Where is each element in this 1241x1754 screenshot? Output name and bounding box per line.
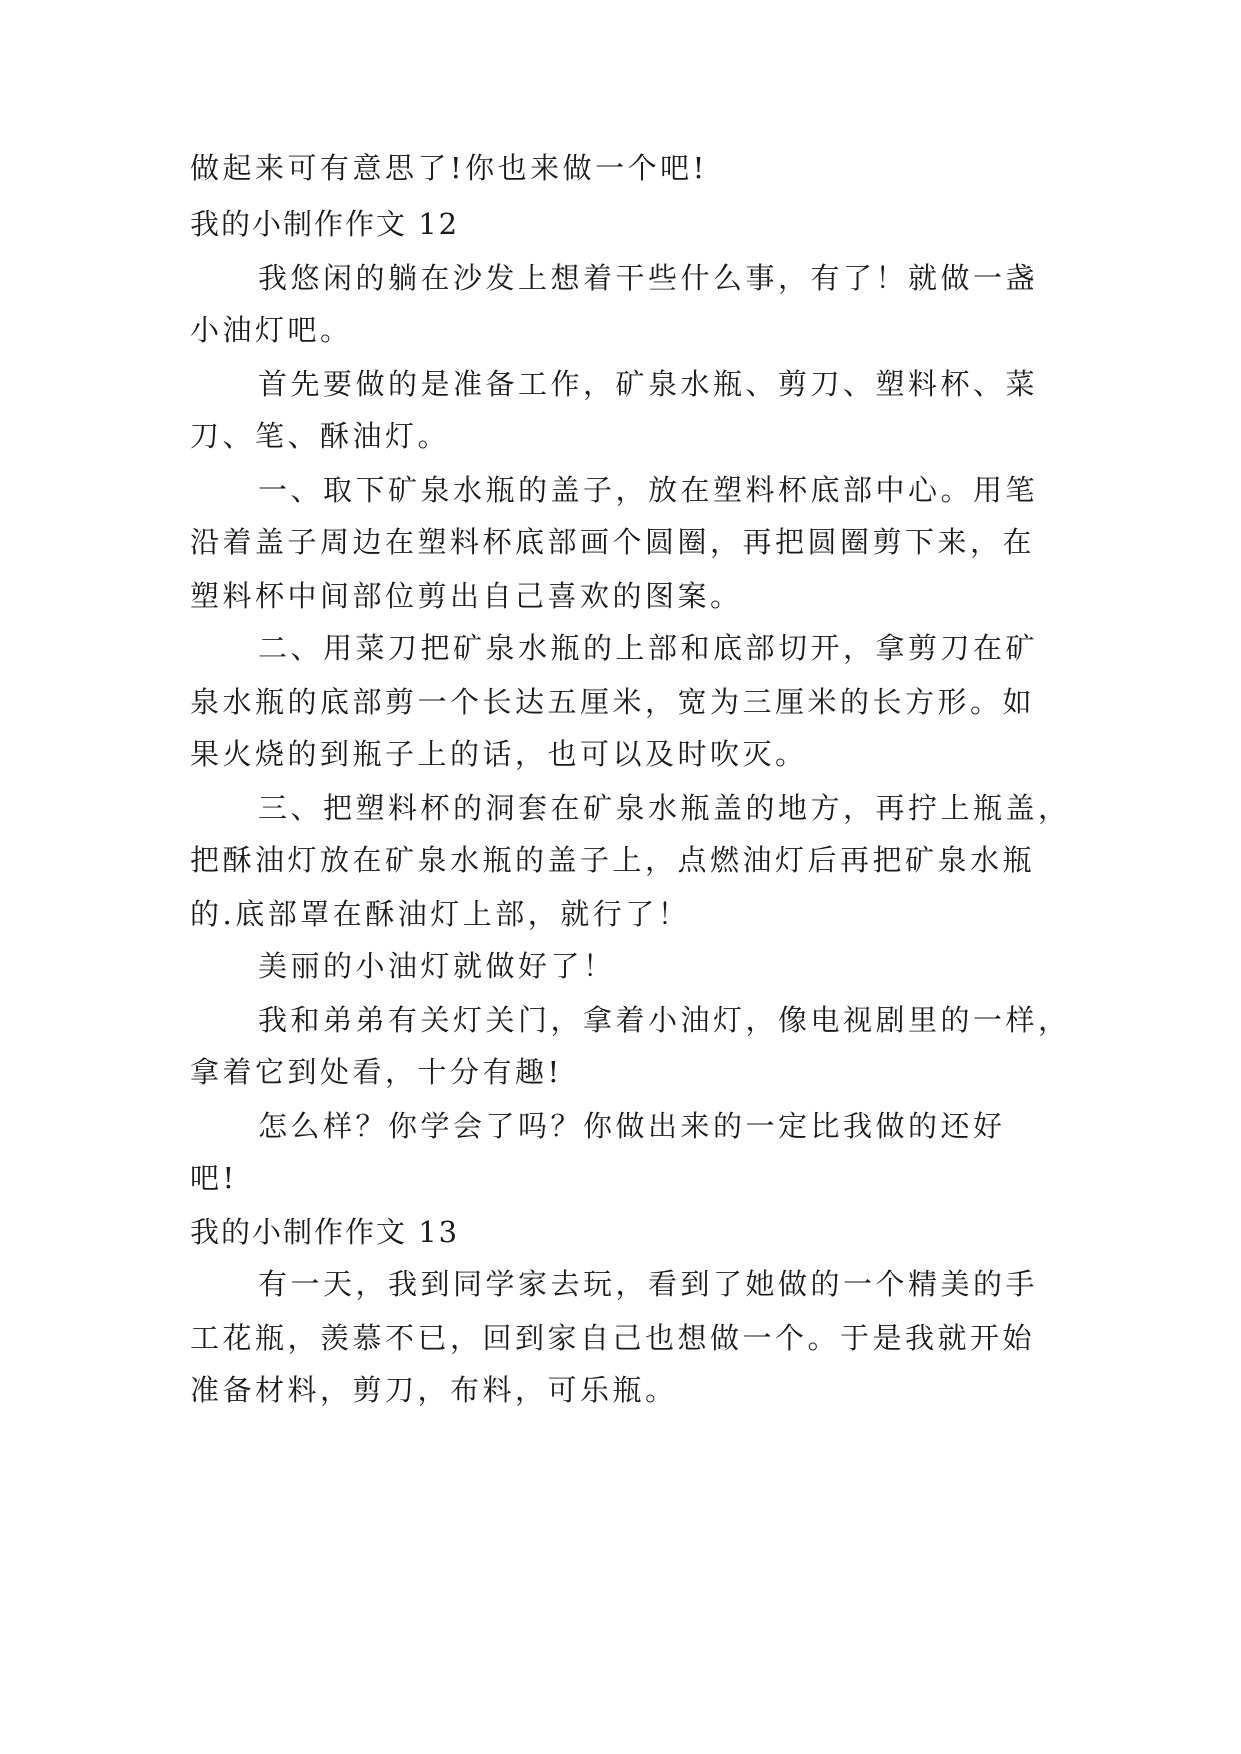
paragraph-line: 工花瓶，羡慕不已，回到家自己也想做一个。于是我就开始 [190, 1321, 1036, 1355]
paragraph-line: 有一天，我到同学家去玩，看到了她做的一个精美的手 [258, 1267, 1039, 1301]
paragraph-line: 把酥油灯放在矿泉水瓶的盖子上，点燃油灯后再把矿泉水瓶 [190, 843, 1036, 877]
paragraph-line: 怎么样？你学会了吗？你做出来的一定比我做的还好 [258, 1109, 1006, 1143]
paragraph-line: 我悠闲的躺在沙发上想着干些什么事，有了！就做一盏 [258, 261, 1039, 295]
paragraph-line: 首先要做的是准备工作，矿泉水瓶、剪刀、塑料杯、菜 [258, 367, 1039, 401]
paragraph-line: 小油灯吧。 [190, 313, 353, 347]
paragraph-line: 吧! [190, 1161, 238, 1195]
paragraph-line: 拿着它到处看，十分有趣! [190, 1055, 563, 1089]
paragraph-line: 泉水瓶的底部剪一个长达五厘米，宽为三厘米的长方形。如 [190, 685, 1036, 719]
text-line: 做起来可有意思了!你也来做一个吧! [190, 151, 708, 185]
paragraph-line: 果火烧的到瓶子上的话，也可以及时吹灭。 [190, 737, 808, 771]
paragraph-line: 沿着盖子周边在塑料杯底部画个圆圈，再把圆圈剪下来，在 [190, 525, 1036, 559]
paragraph-line: 塑料杯中间部位剪出自己喜欢的图案。 [190, 579, 743, 613]
paragraph-line: 二、用菜刀把矿泉水瓶的上部和底部切开，拿剪刀在矿 [258, 631, 1039, 665]
paragraph-line: 一、取下矿泉水瓶的盖子，放在塑料杯底部中心。用笔 [258, 473, 1039, 507]
paragraph-line: 的.底部罩在酥油灯上部，就行了！ [190, 897, 691, 931]
paragraph-line: 准备材料，剪刀，布料，可乐瓶。 [190, 1373, 678, 1407]
paragraph-line: 三、把塑料杯的洞套在矿泉水瓶盖的地方，再拧上瓶盖， [258, 791, 1071, 825]
section-heading: 我的小制作作文 13 [190, 1215, 460, 1249]
section-heading: 我的小制作作文 12 [190, 207, 460, 241]
paragraph-line: 美丽的小油灯就做好了！ [258, 949, 616, 983]
paragraph-line: 刀、笔、酥油灯。 [190, 419, 451, 453]
paragraph-line: 我和弟弟有关灯关门，拿着小油灯，像电视剧里的一样， [258, 1003, 1071, 1037]
